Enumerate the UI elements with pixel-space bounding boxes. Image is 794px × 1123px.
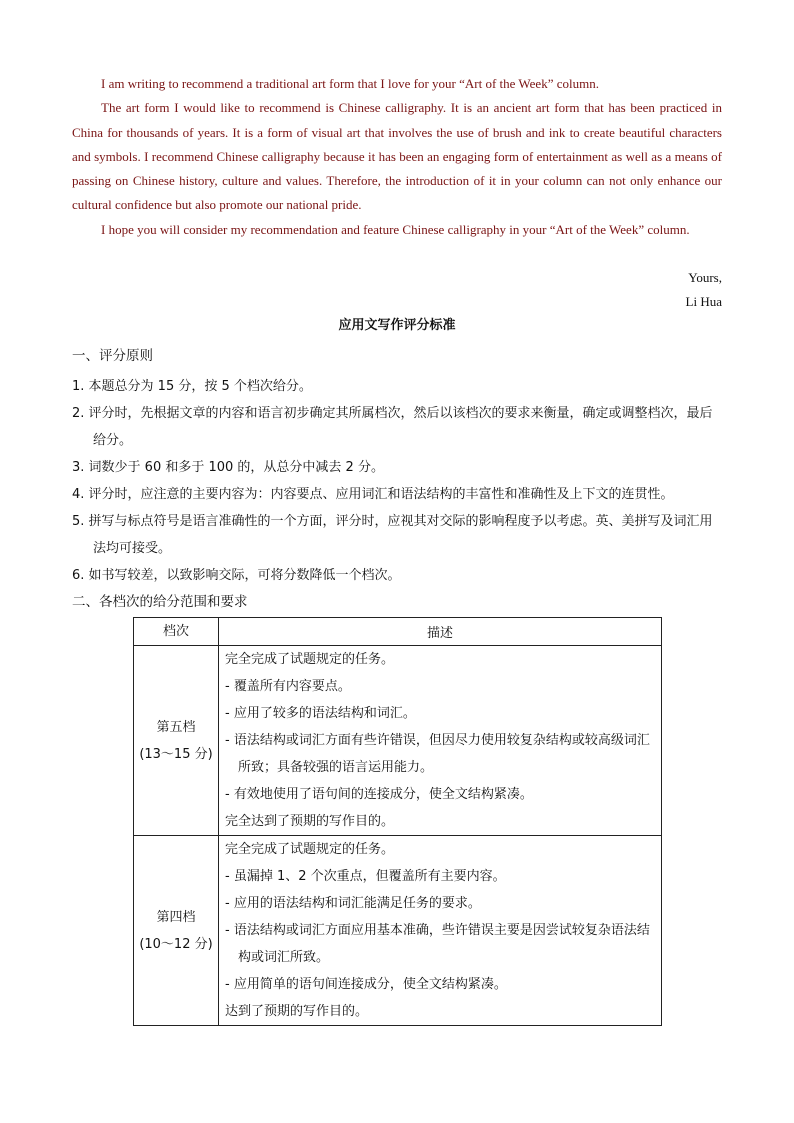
letter-signature: Li Hua xyxy=(685,294,722,309)
description-outro: 完全达到了预期的写作目的。 xyxy=(225,814,395,829)
level-name: 第四档 xyxy=(156,909,196,925)
level-cell xyxy=(134,836,219,1026)
level-range: (10～12 分) xyxy=(139,936,213,952)
description-item: - 语法结构或词汇方面有些许错误，但因尽力使用较复杂结构或较高级词汇所致；具备较强的语言运用能力。 xyxy=(225,733,650,775)
table-row xyxy=(134,646,662,836)
rule-item: 5. 拼写与标点符号是语言准确性的一个方面，评分时，应视其对交际的影响程度予以考虑。英、美拼写及词汇用法均可接受。 xyxy=(72,514,713,556)
description-item: - 有效地使用了语句间的连接成分，使全文结构紧凑。 xyxy=(225,787,533,802)
grading-table xyxy=(133,617,662,1026)
level-name: 第五档 xyxy=(156,719,196,735)
description-outro: 达到了预期的写作目的。 xyxy=(225,1004,369,1019)
rule-item: 2. 评分时，先根据文章的内容和语言初步确定其所属档次，然后以该档次的要求来衡量，确定或调整档次，最后给分。 xyxy=(72,406,713,448)
letter-paragraph: The art form I would like to recommend is Chinese calligraphy. It is an ancient art form that has been practiced in China for thousands of years. It is a form of visual art that involves the use of brush and ink to create beautiful characters and symbols. I recommend Chinese calligraphy because it has been an engaging form of entertainment as well as a means of passing on Chinese history, culture and values. Therefore, the introduction of it in your column can not only enhance our cultural confidence but also promote our national pride. xyxy=(72,100,722,213)
rule-item: 4. 评分时，应注意的主要内容为：内容要点、应用词汇和语法结构的丰富性和准确性及上下文的连贯性。 xyxy=(72,487,674,502)
description-item: - 语法结构或词汇方面应用基本准确，些许错误主要是因尝试较复杂语法结构或词汇所致。 xyxy=(225,923,650,965)
description-item: - 应用了较多的语法结构和词汇。 xyxy=(225,706,416,721)
description-intro: 完全完成了试题规定的任务。 xyxy=(225,652,395,667)
rule-item: 1. 本题总分为 15 分，按 5 个档次给分。 xyxy=(72,379,312,394)
page-title: 应用文写作评分标准 xyxy=(338,318,456,333)
description-cell xyxy=(219,646,662,836)
description-item: - 应用的语法结构和词汇能满足任务的要求。 xyxy=(225,896,481,911)
letter-closing: Yours, xyxy=(688,270,722,285)
scoring-rules-list xyxy=(72,373,724,589)
letter-paragraph: I hope you will consider my recommendation and feature Chinese calligraphy in your “Art of the Week” column. xyxy=(101,221,690,237)
table-header-level: 档次 xyxy=(134,618,219,646)
recommendation-letter xyxy=(72,72,722,242)
description-cell xyxy=(219,836,662,1026)
level-cell xyxy=(134,646,219,836)
rule-item: 3. 词数少于 60 和多于 100 的，从总分中减去 2 分。 xyxy=(72,460,384,475)
rule-item: 6. 如书写较差，以致影响交际，可将分数降低一个档次。 xyxy=(72,568,401,583)
table-row xyxy=(134,836,662,1026)
level-range: (13～15 分) xyxy=(139,746,213,762)
section-heading-principles: 一、评分原则 xyxy=(72,348,153,364)
letter-paragraph: I am writing to recommend a traditional art form that I love for your “Art of the Week” column. xyxy=(101,76,599,91)
description-item: - 应用简单的语句间连接成分，使全文结构紧凑。 xyxy=(225,977,507,992)
description-item: - 虽漏掉 1、2 个次重点，但覆盖所有主要内容。 xyxy=(225,869,506,884)
table-header-description: 描述 xyxy=(219,618,662,646)
description-intro: 完全完成了试题规定的任务。 xyxy=(225,842,395,857)
section-heading-levels: 二、各档次的给分范围和要求 xyxy=(72,594,248,610)
description-item: - 覆盖所有内容要点。 xyxy=(225,679,351,694)
table-header-row xyxy=(134,618,662,646)
